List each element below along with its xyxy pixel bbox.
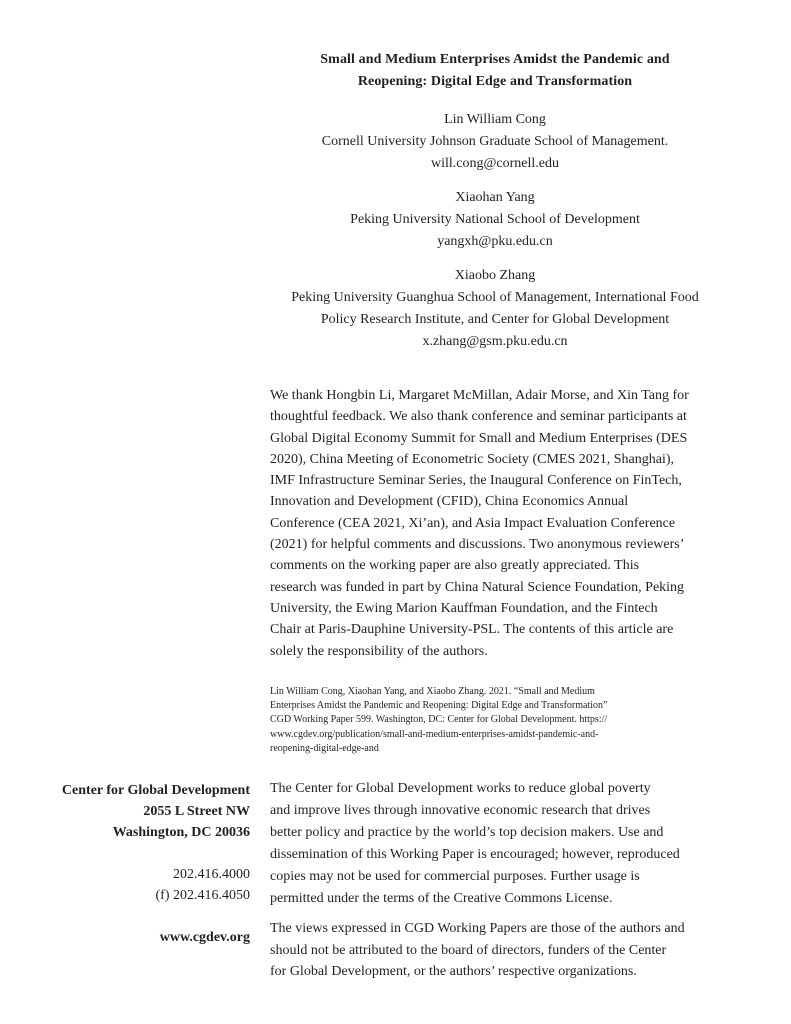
ack-line: comments on the working paper are also greatly appreciated. This <box>270 558 640 574</box>
citation-line: Lin William Cong, Xiaohan Yang, and Xiaobo Zhang. 2021. “Small and Medium <box>270 686 595 697</box>
mission-line: The Center for Global Development works to reduce global poverty <box>270 781 651 796</box>
ack-line: solely the responsibility of the authors. <box>270 643 488 659</box>
ack-line: IMF Infrastructure Seminar Series, the Inaugural Conference on FinTech, <box>270 473 682 489</box>
disclaimer-line: for Global Development, or the authors’ respective organizations. <box>270 964 637 979</box>
ack-line: We thank Hongbin Li, Margaret McMillan, Adair Morse, and Xin Tang for <box>270 388 689 403</box>
disclaimer-line: The views expressed in CGD Working Papers are those of the authors and <box>270 921 685 936</box>
author-email[interactable]: x.zhang@gsm.pku.edu.cn <box>422 334 568 349</box>
mission-line: better policy and practice by the world’s top decision makers. Use and <box>270 824 664 840</box>
author-name: Xiaohan Yang <box>455 190 535 205</box>
author-affiliation: Peking University National School of Development <box>350 212 640 227</box>
cgd-street: 2055 L Street NW <box>143 804 250 819</box>
suggested-citation <box>270 685 720 756</box>
ack-line: (2021) for helpful comments and discussions. Two anonymous reviewers’ <box>270 537 685 553</box>
cgd-website-link[interactable]: www.cgdev.org <box>159 930 250 945</box>
author-name: Lin William Cong <box>444 112 546 127</box>
mission-line: copies may not be used for commercial purposes. Further usage is <box>270 868 640 884</box>
cgd-name: Center for Global Development <box>61 783 250 798</box>
disclaimer-paragraph <box>270 918 730 983</box>
cgd-fax: (f) 202.416.4050 <box>155 888 250 903</box>
author-affiliation: Peking University Guanghua School of Management, International Food <box>291 290 699 305</box>
mission-line: dissemination of this Working Paper is encouraged; however, reproduced <box>270 846 680 862</box>
acknowledgment-paragraph <box>270 385 730 662</box>
disclaimer-line: should not be attributed to the board of directors, funders of the Center <box>270 942 667 958</box>
mission-line: and improve lives through innovative economic research that drives <box>270 802 651 818</box>
author-block-yang <box>250 187 740 253</box>
cgd-contact-block <box>0 780 250 948</box>
author-affiliation: Policy Research Institute, and Center for Global Development <box>320 312 670 327</box>
author-email[interactable]: will.cong@cornell.edu <box>431 156 559 171</box>
citation-line[interactable]: CGD Working Paper 599. Washington, DC: Center for Global Development. https:// <box>270 714 608 726</box>
ack-line: Innovation and Development (CFID), China Economics Annual <box>270 494 629 510</box>
citation-line[interactable]: www.cgdev.org/publication/small-and-medium-enterprises-amidst-pandemic-and- <box>270 728 599 740</box>
ack-line: research was funded in part by China Natural Science Foundation, Peking <box>270 579 685 595</box>
author-block-cong <box>250 109 740 175</box>
mission-paragraph <box>270 778 730 909</box>
ack-line: 2020), China Meeting of Econometric Society (CMES 2021, Shanghai), <box>270 451 674 467</box>
paper-title <box>270 49 720 93</box>
title-line: Small and Medium Enterprises Amidst the Pandemic and <box>320 52 670 67</box>
citation-line[interactable]: reopening-digital-edge-and <box>270 742 379 754</box>
ack-line: University, the Ewing Marion Kauffman Foundation, and the Fintech <box>270 600 658 616</box>
citation-line: Enterprises Amidst the Pandemic and Reopening: Digital Edge and Transformation” <box>270 700 608 712</box>
mission-line: permitted under the terms of the Creative Commons License. <box>270 890 613 906</box>
title-line: Reopening: Digital Edge and Transformation <box>357 74 633 89</box>
cgd-phone: 202.416.4000 <box>173 867 250 882</box>
author-name: Xiaobo Zhang <box>454 268 536 283</box>
author-email[interactable]: yangxh@pku.edu.cn <box>437 234 553 249</box>
cgd-city: Washington, DC 20036 <box>112 825 250 840</box>
author-block-zhang <box>250 265 740 353</box>
ack-line: Chair at Paris-Dauphine University-PSL. The contents of this article are <box>270 622 674 638</box>
ack-line: thoughtful feedback. We also thank conference and seminar participants at <box>270 409 687 425</box>
ack-line: Conference (CEA 2021, Xi’an), and Asia Impact Evaluation Conference <box>270 515 676 531</box>
ack-line: Global Digital Economy Summit for Small and Medium Enterprises (DES <box>270 430 688 446</box>
author-affiliation: Cornell University Johnson Graduate School of Management. <box>321 134 669 149</box>
